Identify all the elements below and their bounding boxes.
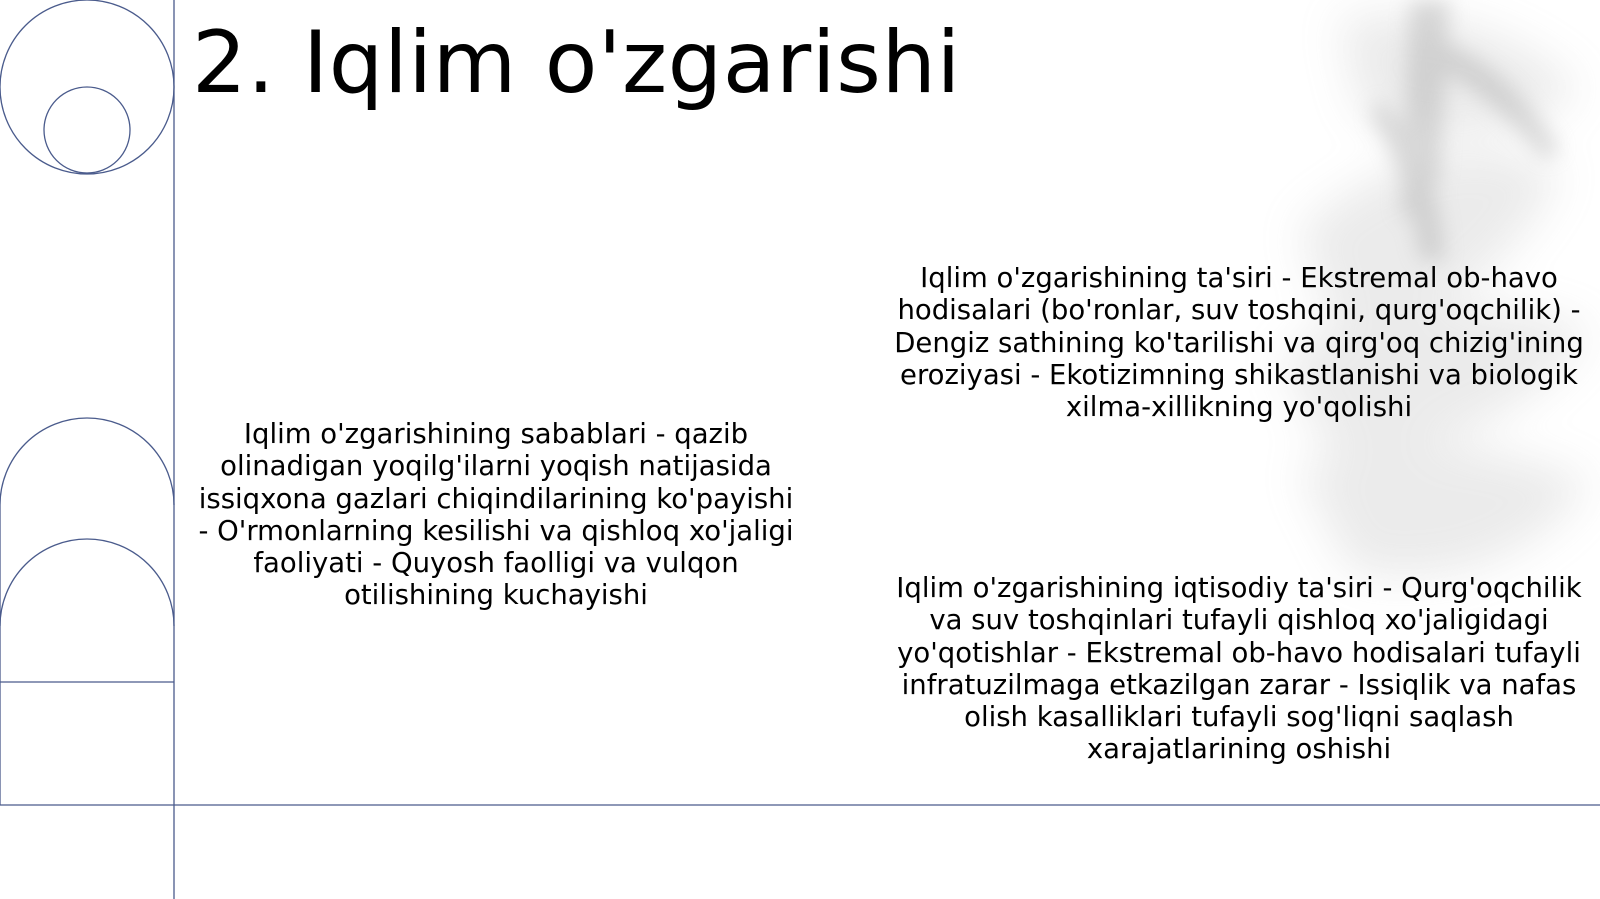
causes-text: Iqlim o'zgarishining sabablari - qazib olinadigan yoqilg'ilarni yoqish natijasida issiqxona gazlari chiqindilarining ko'payishi - O'rmonlarning kesilishi va qishloq xo'jaligi faoliyati - Quyosh faolligi va vulqon otilishining kuchayishi	[198, 418, 794, 612]
slide-title: 2. Iqlim o'zgarishi	[192, 13, 961, 113]
impact-text: Iqlim o'zgarishining ta'siri - Ekstremal ob-havo hodisalari (bo'ronlar, suv toshqini, qurg'oqchilik) - Dengiz sathining ko'tarilishi va qirg'oq chizig'ining eroziyasi - Ekotizimning shikastlanishi va biologik xilma-xillikning yo'qolishi	[894, 262, 1584, 424]
economic-impact-text: Iqlim o'zgarishining iqtisodiy ta'siri - Qurg'oqchilik va suv toshqinlari tufayli qishloq xo'jaligidagi yo'qotishlar - Ekstremal ob-havo hodisalari tufayli infratuzilmaga etkazilgan zarar - Issiqlik va nafas olish kasalliklari tufayli sog'liqni saqlash xarajatlarining oshishi	[896, 572, 1582, 766]
